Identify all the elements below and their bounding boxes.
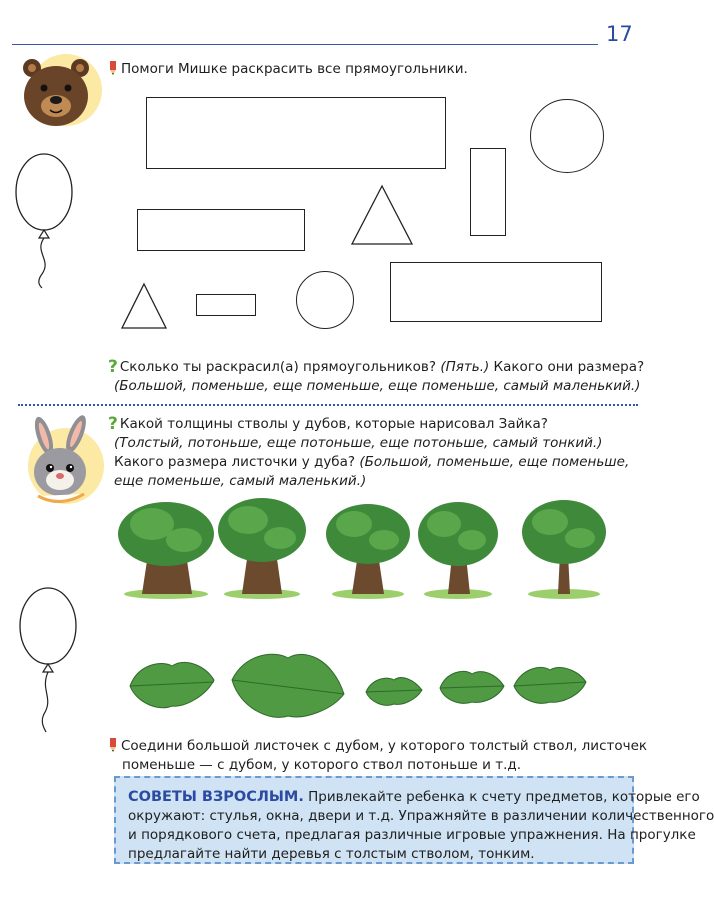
oak-tree-3 — [326, 504, 410, 599]
adult-tips-box — [114, 776, 714, 864]
oak-tree-2 — [218, 498, 306, 599]
section2-answer-trunks: (Толстый, потоньше, еще потоньше, еще потоньше, самый тонкий.) — [114, 435, 603, 451]
oak-tree-4 — [418, 502, 498, 599]
tip-title: СОВЕТЫ ВЗРОСЛЫМ. — [128, 789, 304, 805]
tip-text-3: и порядкового счета, предлагая различные игровые упражнения. На прогулке — [128, 827, 696, 843]
tip-text-2: окружают: стулья, окна, двери и т.д. Упражняйте в различении количественного — [128, 808, 714, 824]
question-icon: ? — [108, 414, 118, 434]
triangle-shape-small — [120, 282, 168, 330]
section1-instruction: Помоги Мишке раскрасить все прямоугольники. — [108, 60, 468, 79]
oak-tree-1 — [118, 502, 214, 599]
rectangle-shape-medium — [137, 209, 305, 251]
section2-instruction: Соедини большой листочек с дубом, у которого толстый ствол, листочек — [108, 737, 647, 756]
pencil-icon — [108, 738, 118, 752]
circle-shape-small — [296, 271, 354, 329]
oak-leaf-small-2 — [514, 667, 586, 703]
question-icon: ? — [108, 357, 118, 377]
section1-question: ? Сколько ты раскрасил(а) прямоугольников? (Пять.) Какого они размера? — [108, 357, 645, 377]
bunny-icon — [14, 416, 106, 508]
rectangle-shape-small — [196, 294, 256, 316]
oak-leaf-medium — [130, 662, 214, 707]
pencil-icon — [108, 61, 118, 75]
oak-leaf-large — [232, 654, 344, 717]
oak-trees-row — [112, 494, 622, 604]
balloon-icon-2 — [18, 586, 82, 736]
page-number: 17 — [606, 22, 633, 46]
section2-instruction-line2: поменьше — с дубом, у которого ствол потоньше и т.д. — [122, 757, 521, 773]
section2-question-leaves: Какого размера листочки у дуба? (Большой, поменьше, еще поменьше, — [114, 454, 630, 470]
oak-leaf-smallest — [366, 678, 422, 706]
section2-answer-leaves: еще поменьше, самый маленький.) — [114, 473, 367, 489]
section-divider — [18, 404, 638, 406]
rectangle-shape-tall — [470, 148, 506, 236]
rectangle-shape-largest — [146, 97, 446, 169]
circle-shape — [530, 99, 604, 173]
header-rule — [12, 44, 598, 45]
tip-text-1: Привлекайте ребенка к счету предметов, которые его — [308, 789, 700, 805]
balloon-icon — [14, 152, 78, 292]
oak-tree-5 — [522, 500, 606, 599]
oak-leaves-row — [128, 646, 598, 730]
tip-text-4: предлагайте найти деревья с толстым стволом, тонким. — [128, 846, 535, 862]
oak-leaf-small — [440, 671, 504, 703]
triangle-shape — [350, 184, 414, 246]
section2-question: ? Какой толщины стволы у дубов, которые нарисовал Зайка? — [108, 414, 548, 434]
rectangle-shape-wide — [390, 262, 602, 322]
section1-answer: (Большой, поменьше, еще поменьше, еще поменьше, самый маленький.) — [114, 378, 641, 394]
bear-icon — [12, 54, 102, 134]
